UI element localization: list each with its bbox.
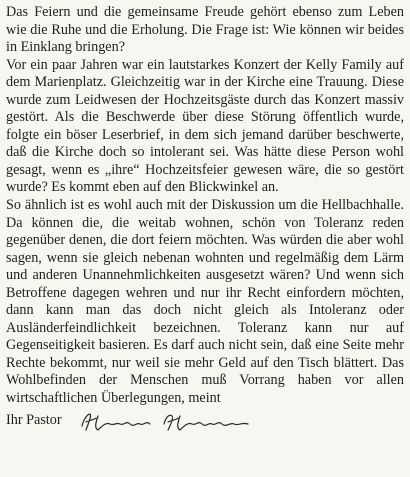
handwritten-signature — [76, 408, 256, 434]
closing-line — [6, 408, 404, 434]
closing-text: Ihr Pastor — [6, 412, 62, 429]
paragraph-2: Vor ein paar Jahren war ein lautstarkes Konzert der Kelly Family auf dem Marienplatz. Gleichzeitig war in der Kirche eine Trauung. Diese wurde zum Leidwesen der Hochzeitsgäste durch das Konzert massiv gestört. Als die Beschwerde über diese Störung öffentlich wurde, folgte ein böser Leserbrief, in dem sich jemand darüber beschwerte, daß die Kirche doch so intolerant sei. Was hätte diese Person wohl gesagt, wenn es „ihre“ Hochzeitsfeier gewesen wäre, die so gestört wurde? Es kommt eben auf den Blickwinkel an. — [6, 56, 404, 196]
paragraph-1: Das Feiern und die gemeinsame Freude gehört ebenso zum Leben wie die Ruhe und die Erholung. Die Frage ist: Wie können wir beides in Einklang bringen? — [6, 4, 404, 56]
paragraph-3: So ähnlich ist es wohl auch mit der Diskussion um die Hellbachhalle. Da können die, die weitab wohnen, schön von Toleranz reden gegenüber denen, die dort feiern möchten. Was würden die aber wohl sagen, wenn sie gleich nebenan wohnten und regelmäßig dem Lärm und anderen Unannehmlichkeiten ausgesetzt wären? Und wenn sich Betroffene dagegen wehren und nur ihr Recht einfordern möchten, dann kann man das doch nicht gleich als Intoleranz oder Ausländerfeindlichkeit bezeichnen. Toleranz kann nur auf Gegenseitigkeit basieren. Es darf auch nicht sein, daß eine Seite mehr Rechte bekommt, nur weil sie mehr Geld auf den Tisch blättert. Das Wohlbefinden der Menschen muß Vorrang haben vor allen wirtschaftlichen Überlegungen, meint — [6, 197, 404, 407]
article-body — [6, 4, 404, 408]
